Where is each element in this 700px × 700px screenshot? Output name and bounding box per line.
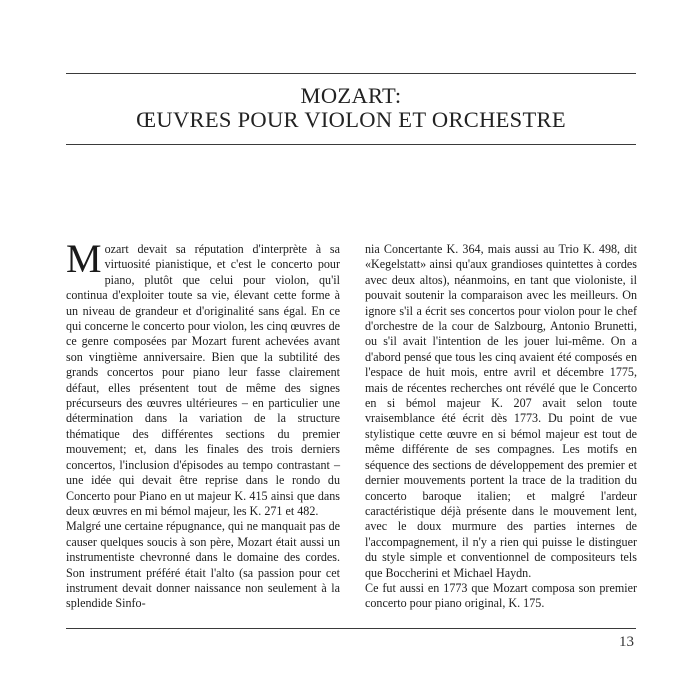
right-paragraph-2: Ce fut aussi en 1773 que Mozart composa son premier concerto pour piano original, K. 175.	[365, 580, 637, 611]
footer-rule	[66, 628, 636, 629]
right-paragraph-1: nia Concertante K. 364, mais aussi au Trio K. 498, dit «Kegelstatt» ainsi qu'aux grandioses quintettes à cordes avec deux altos), néanmoins, en tant que violoniste, il pouvait soutenir la comparaison avec les meilleurs. On ignore s'il a écrit ses concertos pour violon pour le chef d'orchestre de la cour de Salzbourg, Antonio Brunetti, ou s'il avait l'intention de les jouer lui-même. On a d'abord pensé que tous les cinq avaient été composés en l'espace de huit mois, entre avril et décembre 1775, mais de récentes recherches ont révélé que le Concerto en si bémol majeur K. 207 avait selon toute vraisemblance été écrit dès 1773. Du point de vue stylistique cette œuvre en si bémol majeur est tout de même différente de ses compagnes. Les motifs en séquence des sections de développement des premier et dernier mouvements portent la trace de la tradition du concerto baroque italien; et malgré l'ardeur caractéristique déjà présente dans le mouvement lent, avec le doux murmure des parties internes de l'accompagnement, il n'y a rien qui puisse le distinguer du style simple et conventionnel de compositeurs tels que Boccherini et Michael Haydn.	[365, 242, 637, 580]
left-paragraph-2: Malgré une certaine répugnance, qui ne manquait pas de causer quelques soucis à son père, Mozart était aussi un instrumentiste chevronné dans le domaine des cordes. Son instrument préféré était l'alto (sa passion pour cet instrument devait donner naissance non seulement à la splendide Sinfo-	[66, 519, 340, 611]
drop-cap: M	[66, 236, 102, 281]
page-title	[66, 84, 636, 132]
title-line-1: MOZART:	[300, 83, 402, 108]
left-paragraph-1-text: ozart devait sa réputation d'interprète à sa virtuosité pianistique, et c'est le concerto pour piano, plutôt que celui pour violon, qu'il continua d'exploiter toute sa vie, élevant cette forme à un niveau de grandeur et d'originalité sans égal. En ce qui concerne le concerto pour violon, les cinq œuvres de ce genre composées par Mozart furent achevées avant son vingtième anniversaire. Bien que la subtilité des grands concertos pour piano leur fasse clairement défaut, elles présentent tout de même des signes précurseurs des œuvres ultérieures – en particulier une détermination dans la variation de la structure thématique des différentes sections du premier mouvement; et, dans les finales des trois derniers concertos, l'inclusion d'épisodes au tempo contrastant – une idée qui devait être reprise dans le rondo du Concerto pour Piano en ut majeur K. 415 ainsi que dans deux œuvres en mi bémol majeur, les K. 271 et 482.	[66, 242, 340, 518]
left-paragraph-1	[66, 236, 340, 519]
left-column	[66, 236, 340, 612]
title-line-2: ŒUVRES POUR VIOLON ET ORCHESTRE	[136, 107, 566, 132]
right-column	[365, 242, 637, 612]
title-bottom-rule	[66, 144, 636, 145]
page-number: 13	[619, 634, 634, 650]
top-rule	[66, 73, 636, 74]
